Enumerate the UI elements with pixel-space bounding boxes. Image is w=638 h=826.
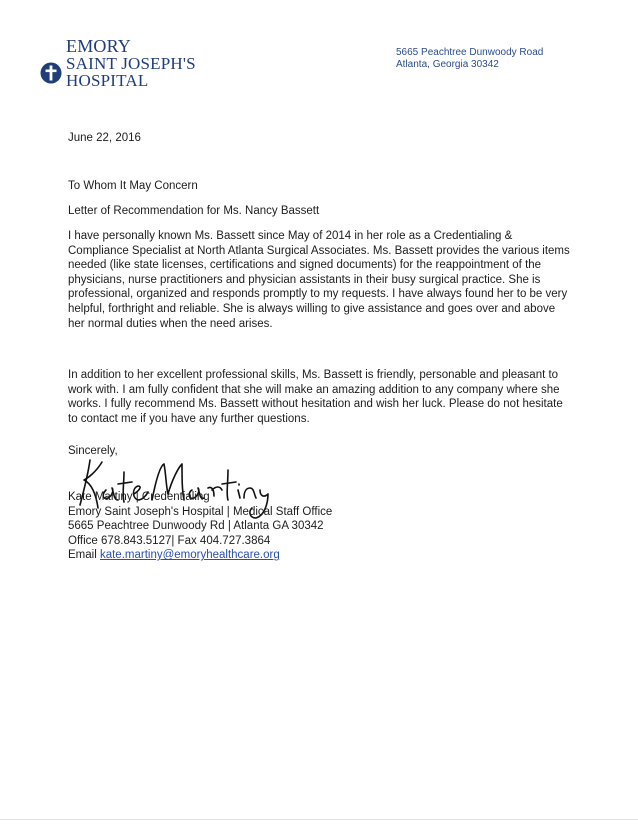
logo-line-hospital: HOSPITAL	[66, 71, 149, 90]
email-label: Email	[68, 549, 97, 562]
logo-line-saint-josephs: SAINT JOSEPH'S	[66, 54, 196, 73]
signer-email-row	[68, 548, 332, 563]
letterhead-logo-text	[66, 38, 196, 89]
signature-block	[68, 490, 332, 563]
signer-address: 5665 Peachtree Dunwoody Rd | Atlanta GA 30342	[68, 520, 324, 533]
address-line-street: 5665 Peachtree Dunwoody Road	[396, 47, 544, 58]
letterhead-address	[396, 47, 543, 71]
letter-subject: Letter of Recommendation for Ms. Nancy Bassett	[68, 205, 320, 217]
page-bottom-divider	[0, 819, 638, 820]
hospital-cross-logo-icon	[40, 62, 62, 84]
signer-phone-fax: Office 678.843.5127| Fax 404.727.3864	[68, 534, 271, 547]
letter-paragraph-2: In addition to her excellent professional skills, Ms. Bassett is friendly, personable and pleasant to work with. I am fully confident that she will make an amazing addition to any company where she works. I fully recommend Ms. Bassett without hesitation and wish her luck. Please do not hesitate to contact me if you have any further questions.	[68, 369, 563, 425]
logo-line-emory: EMORY	[66, 36, 132, 56]
letter-paragraph-1: I have personally known Ms. Bassett since May of 2014 in her role as a Credentialing & Compliance Specialist at North Atlanta Surgical Associates. Ms. Bassett provides the various items needed (like state licenses, certifications and signed documents) for the reappointment of the physicians, nurse practitioners and physician assistants in their busy surgical practice. She is professional, organized and responds promptly to my requests. I have always found her to be very helpful, forthright and reliable. She is always willing to give assistance and goes over and above her normal duties when the need arises.	[68, 230, 570, 330]
address-line-city: Atlanta, Georgia 30342	[396, 59, 499, 70]
letter-closing: Sincerely,	[68, 445, 118, 457]
signer-organization: Emory Saint Joseph's Hospital | Medical Staff Office	[68, 505, 333, 518]
signer-name-title: Kate Martiny | Credentialing	[68, 491, 210, 503]
email-link[interactable]: kate.martiny@emoryhealthcare.org	[99, 549, 280, 562]
letter-salutation: To Whom It May Concern	[68, 180, 198, 192]
letter-date: June 22, 2016	[68, 132, 141, 144]
